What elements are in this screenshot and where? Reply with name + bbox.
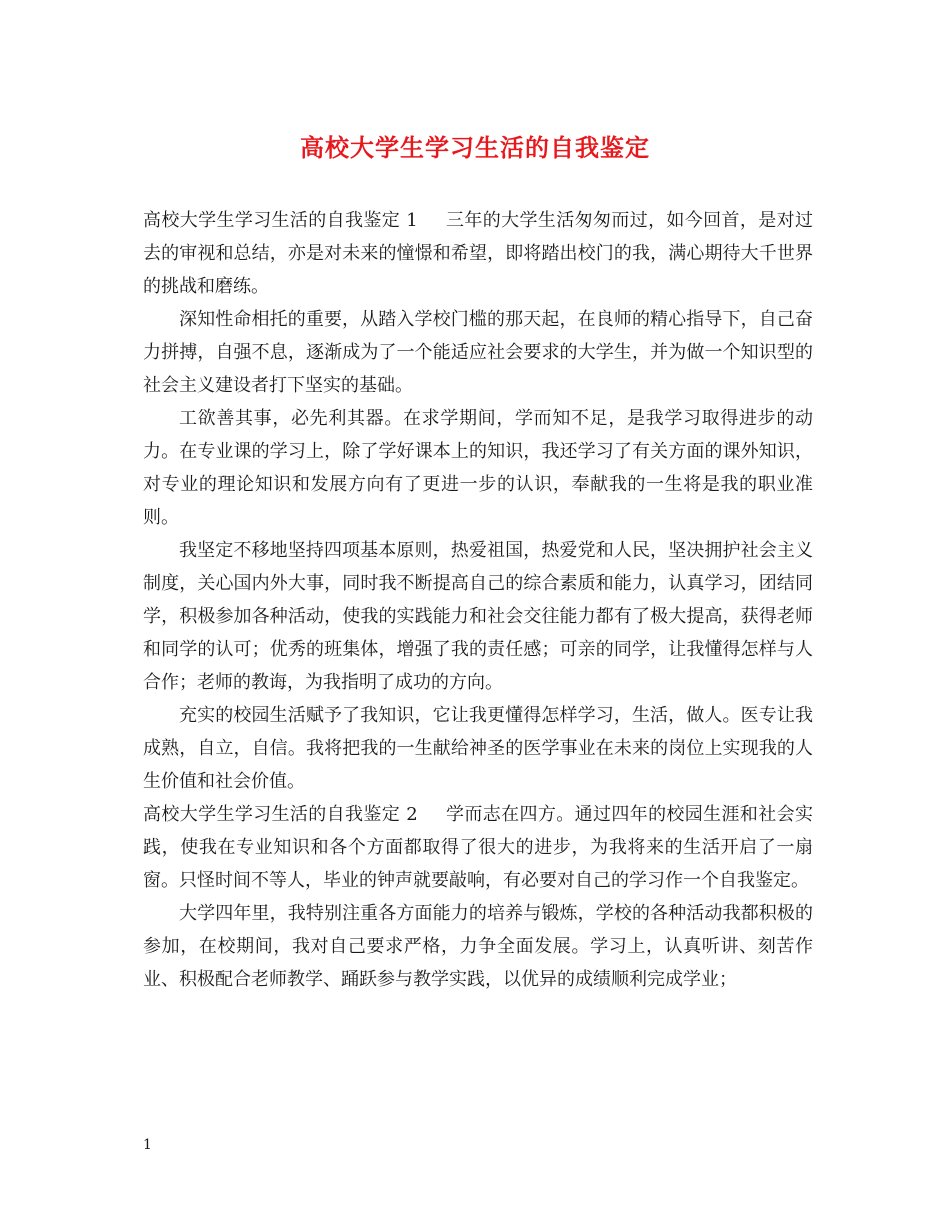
- section-1-paragraph: 工欲善其事，必先利其器。在求学期间，学而知不足，是我学习取得进步的动力。在专业课的学习上，除了学好课本上的知识，我还学习了有关方面的课外知识，对专业的理论知识和发展方向有了更进一步的认识，奉献我的一生将是我的职业准则。: [143, 408, 813, 528]
- section-1-lead-text: 三年的大学生活匆匆而过，如今回首，是对过去的审视和总结，亦是对未来的憧憬和希望，即将踏出校门的我，满心期待大千世界的挑战和磨练。: [143, 210, 813, 297]
- page-number: 1: [143, 1137, 152, 1153]
- section-1-lead-paragraph: [143, 204, 813, 303]
- section-2-lead-text: 学而志在四方。通过四年的校园生涯和社会实践，使我在专业知识和各个方面都取得了很大的进步，为我将来的生活开启了一扇窗。只怪时间不等人，毕业的钟声就要敲响，有必要对自己的学习作一个自我鉴定。: [143, 804, 813, 891]
- section-2-heading: 高校大学生学习生活的自我鉴定 2: [143, 804, 418, 825]
- section-1-paragraph: 充实的校园生活赋予了我知识，它让我更懂得怎样学习，生活，做人。医专让我成熟，自立，自信。我将把我的一生献给神圣的医学事业在未来的岗位上实现我的人生价值和社会价值。: [143, 705, 813, 792]
- section-2-lead-paragraph: [143, 798, 813, 897]
- document-title: 高校大学生学习生活的自我鉴定: [300, 133, 650, 162]
- section-2-paragraph: 大学四年里，我特别注重各方面能力的培养与锻炼，学校的各种活动我都积极的参加，在校期间，我对自己要求严格，力争全面发展。学习上，认真听讲、刻苦作业、积极配合老师教学、踊跃参与教学实践，以优异的成绩顺利完成学业；: [143, 903, 813, 990]
- section-1-heading: 高校大学生学习生活的自我鉴定 1: [143, 210, 418, 231]
- section-1-paragraph: 深知性命相托的重要，从踏入学校门槛的那天起，在良师的精心指导下，自己奋力拼搏，自强不息，逐渐成为了一个能适应社会要求的大学生，并为做一个知识型的社会主义建设者打下坚实的基础。: [143, 309, 813, 396]
- document-body: [143, 204, 813, 996]
- section-1-paragraph: 我坚定不移地坚持四项基本原则，热爱祖国，热爱党和人民，坚决拥护社会主义制度，关心国内外大事，同时我不断提高自己的综合素质和能力，认真学习，团结同学，积极参加各种活动，使我的实践能力和社会交往能力都有了极大提高，获得老师和同学的认可；优秀的班集体，增强了我的责任感；可亲的同学，让我懂得怎样与人合作；老师的教诲，为我指明了成功的方向。: [143, 540, 813, 693]
